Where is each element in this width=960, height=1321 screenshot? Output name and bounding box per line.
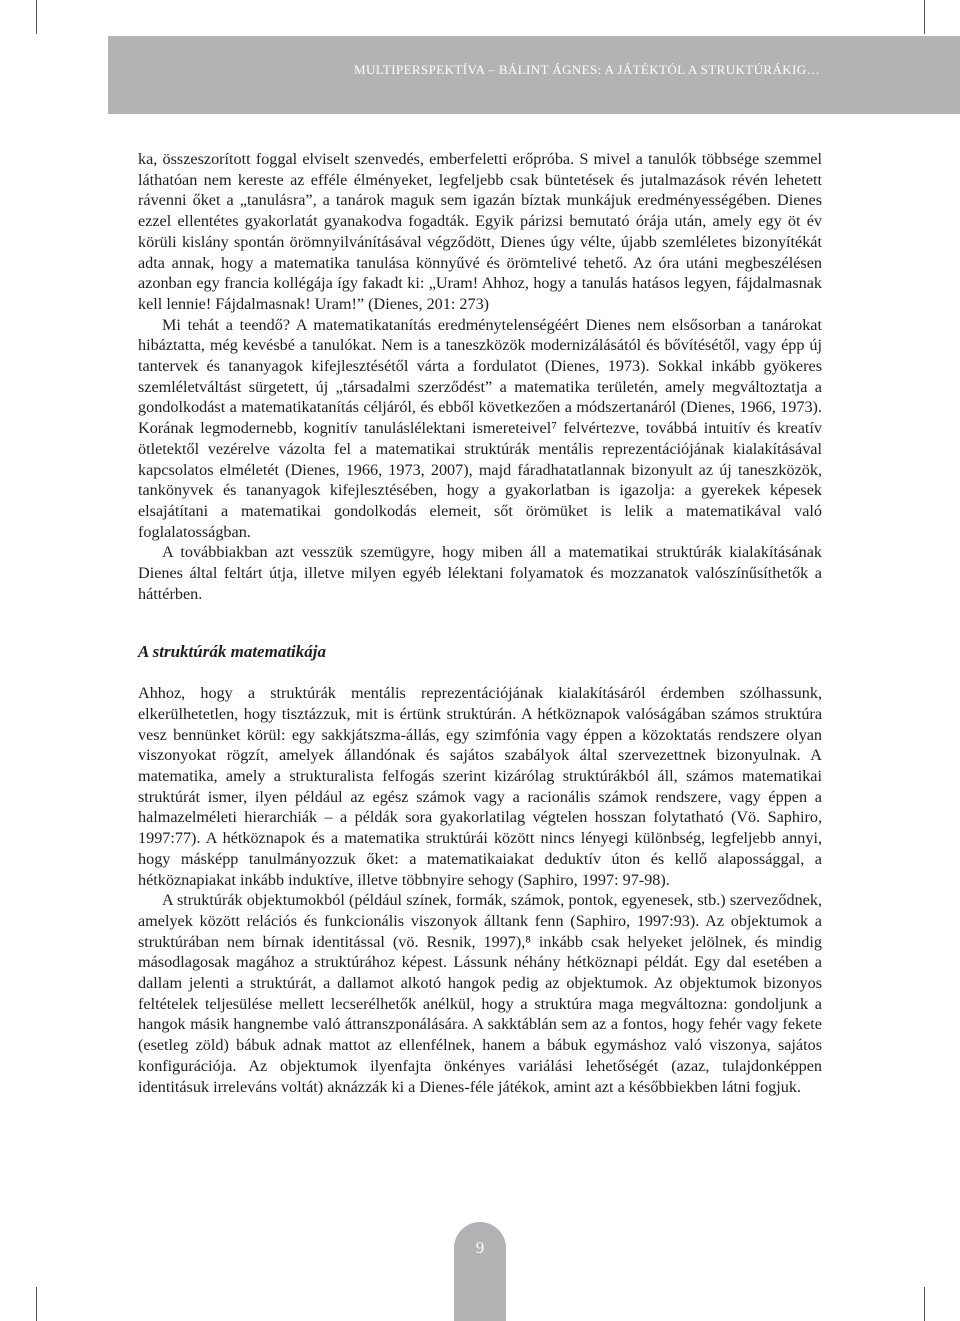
paragraph: ka, összeszorított foggal elviselt szenvedés, emberfeletti erőpróba. S mivel a tanulók többsége szemmel láthatóan nem kereste az efféle élményeket, legfeljebb csak büntetések és jutalmazások révén lehetett rávenni őket a „tanulásra”, a tanárok maguk sem igazán bíztak munkájuk eredményességében. Dienes ezzel ellentétes gyakorlatát gyanakodva fogadták. Egyik párizsi bemutató órája után, amely egy öt év körüli kislány spontán örömnyilvánításával végződött, Dienes úgy vélte, újabb szemléletes bizonyítékát adta annak, hogy a matematika tanulása könnyűvé és örömtelivé tehető. Az óra utáni megbeszélésen azonban egy francia kollégája így fakadt ki: „Uram! Ahhoz, hogy a tanulás hatásos legyen, fájdalmasnak kell lennie! Fájdalmasnak! Uram!” (Dienes, 201: 273) [138,150,822,313]
crop-mark-bottom-left [36,1287,37,1321]
paragraph: A struktúrák objektumokból (például színek, formák, számok, pontok, egyenesek, stb.) szerveződnek, amelyek között relációs és funkcionális viszonyok álltank fenn (Saphiro, 1997:93). Az objektumok a struktúrában nem bírnak identitással (vö. Resnik, 1997),⁸ inkább csak helyeket jelölnek, és mindig másodlagosak magához a struktúrához képest. Lássunk néhány hétköznapi példát. Egy dal esetében a dallam jelenti a struktúrát, a dallamot alkotó hangok pedig az objektumok. Az objektumok bizonyos feltételek teljesülése mellett lecserélhetők anélkül, hogy a struktúra maga megváltozna: gondoljunk a hangok másik hangnembe való áttranszponálására. A sakktáblán sem az a fontos, hogy fehér vagy fekete (esetleg zöld) bábuk adnak mattot az ellenfélnek, hanem a bábuk egymáshoz való viszonya, sajátos konfigurációja. Az objektumok ilyenfajta önkényes variálási lehetőségét (azaz, tulajdonképpen identitásuk irreleváns voltát) aknázzák ki a Dienes-féle játékok, amint azt a későbbiekben látni fogjuk. [138,891,822,1096]
body-text [138,149,822,1097]
page-number: 9 [475,1238,485,1257]
paragraph: Ahhoz, hogy a struktúrák mentális reprezentációjának kialakításáról érdemben szólhassunk, elkerülhetetlen, hogy tisztázzuk, mit is értünk struktúrán. A hétköznapok valóságában számos struktúra vesz bennünket körül: egy sakkjátszma-állás, egy szimfónia vagy éppen a közoktatás rendszere olyan viszonyokat rögzít, amelyek állandónak és sajátos szabályok által szervezettnek bizonyulnak. A matematika, amely a strukturalista felfogás szerint kizárólag struktúrákból áll, számos matematikai struktúrát ismer, ilyen például az egész számok vagy a racionális számok rendszere, vagy éppen a halmazelméleti hierarchiák – a példák sora gyakorlatilag végtelen hosszan folytatható (Vö. Saphiro, 1997:77). A hétköznapok és a matematika struktúrái között nincs lényegi különbség, legfeljebb annyi, hogy másképp tanulmányozzuk őket: a matematikaiakat deduktív úton és kellő alapossággal, a hétköznapiakat inkább induktíve, illetve többnyire sehogy (Saphiro, 1997: 97-98). [138,684,822,889]
page-number-tab [454,1222,506,1321]
paragraph: A továbbiakban azt vesszük szemügyre, hogy miben áll a matematikai struktúrák kialakításának Dienes által feltárt útja, illetve milyen egyéb lélektani folyamatok és mozzanatok valószínűsíthetők a háttérben. [138,543,822,603]
crop-mark-top-right [924,0,925,34]
header-band [108,36,960,114]
crop-mark-bottom-right [924,1287,925,1321]
paragraph: Mi tehát a teendő? A matematikatanítás eredménytelenségéért Dienes nem elsősorban a tanárokat hibáztatta, még kevésbé a tanulókat. Nem is a taneszközök modernizálásától és bővítésétől, vagy épp új tantervek és tananyagok kifejlesztésétől várta a fordulatot (Dienes, 1973). Sokkal inkább gyökeres szemléletváltást sürgetett, új „társadalmi szerződést” a matematika területén, amely megváltoztatja a gondolkodást a matematikatanítás céljáról, és ebből következően a módszertanáról (Dienes, 1966, 1973). Korának legmodernebb, kognitív tanuláslélektani ismereteivel⁷ felvértezve, továbbá intuitív és kreatív ötletektől vezérelve vázolta fel a matematikai struktúrák mentális reprezentációjának kialakításával kapcsolatos elméletét (Dienes, 1966, 1973, 2007), majd fáradhatatlannak bizonyult az új taneszközök, tankönyvek és tananyagok kifejlesztésében, hogy a gyakorlatban is igazolja: a gyerekek képesek elsajátítani a matematikai gondolkodás elemeit, sőt örömüket is lelik a matematikával való foglalatosságban. [138,315,822,541]
running-head: MULTIPERSPEKTÍVA – BÁLINT ÁGNES: A JÁTÉKTÓL A STRUKTÚRÁKIG… [354,62,820,77]
section-heading: A struktúrák matematikája [138,642,326,662]
crop-mark-top-left [36,0,37,34]
